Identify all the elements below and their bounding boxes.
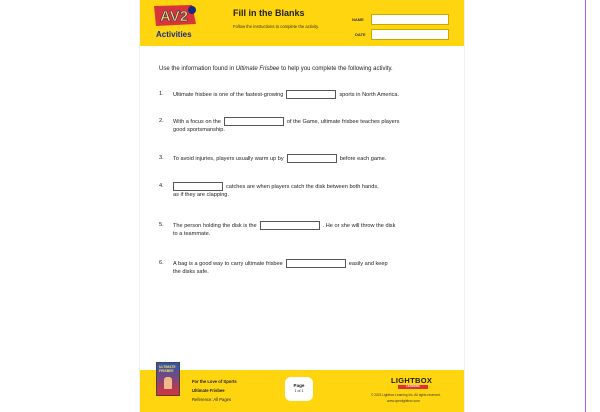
- book-name: Ultimate Frisbee: [192, 388, 225, 393]
- question-text-after: of the Game, ultimate frisbee teaches players: [286, 118, 400, 125]
- question-text-before: With a focus on the: [173, 118, 221, 125]
- page-edge-line: [585, 0, 586, 412]
- worksheet-page: [140, 0, 464, 412]
- question-text-before: A bag is a good way to carry ultimate frisbee: [173, 260, 283, 267]
- series-name: For the Love of Sports: [192, 379, 237, 384]
- question-number: 5.: [159, 222, 164, 228]
- question-text-line2: good sportsmanship.: [173, 127, 225, 134]
- book-cover-title: ULTIMATE FRISBEE: [159, 365, 176, 373]
- question-text-before: Ultimate frisbee is one of the fastest-growing: [173, 91, 284, 98]
- intro-suffix: to help you complete the following activity.: [279, 66, 393, 72]
- av2-logo: [152, 4, 198, 28]
- question-number: 4.: [159, 183, 164, 189]
- name-field[interactable]: [371, 14, 449, 25]
- question-number: 2.: [159, 118, 164, 124]
- question-text-after: easily and keep: [348, 260, 388, 267]
- instructions: [159, 66, 459, 72]
- question-text-before: To avoid injuries, players usually warm up by: [173, 155, 284, 162]
- reference-note: Reference: All Pages: [192, 397, 232, 402]
- answer-blank-6[interactable]: [286, 259, 346, 268]
- worksheet-footer: [140, 365, 464, 412]
- publisher-logo: LIGHTBOX: [391, 376, 433, 385]
- answer-blank-1[interactable]: [286, 90, 336, 99]
- copyright-text: © 2023 Lightbox Learning Inc. All rights reserved.: [371, 393, 441, 397]
- question-number: 3.: [159, 155, 164, 161]
- question-text-after: before each game.: [339, 155, 387, 162]
- question-number: 1.: [159, 91, 164, 97]
- brand-label: Activities: [156, 30, 192, 39]
- intro-book-title: Ultimate Frisbee: [235, 66, 280, 72]
- question-text-after: sports in North America.: [339, 91, 400, 98]
- page-indicator: [285, 377, 313, 401]
- answer-blank-5[interactable]: [260, 221, 320, 230]
- date-field[interactable]: [371, 29, 449, 40]
- book-cover-thumbnail: [156, 362, 180, 396]
- question-text-line2: as if they are clapping.: [173, 192, 229, 199]
- page-label: Page: [293, 383, 305, 388]
- question-text-line2: to a teammate.: [173, 231, 211, 238]
- question-text-after: catches are when players catch the disk between both hands,: [226, 183, 379, 190]
- answer-blank-3[interactable]: [287, 154, 337, 163]
- website-text: www.openlightbox.com: [387, 399, 420, 403]
- name-label: NAME: [352, 17, 364, 22]
- page-number: 1 of 1: [294, 389, 304, 393]
- page-title: Fill in the Blanks: [233, 8, 305, 18]
- logo-text: AV2: [160, 8, 189, 25]
- publisher-logo-sub: LEARNING: [398, 385, 428, 389]
- question-text-before: The person holding the disk is the: [173, 222, 257, 229]
- date-label: DATE: [355, 32, 366, 37]
- question-text-line2: the disks safe.: [173, 269, 209, 276]
- worksheet-header: [140, 0, 464, 46]
- answer-blank-2[interactable]: [224, 117, 284, 126]
- intro-prefix: Use the information found in: [159, 66, 236, 72]
- answer-blank-4[interactable]: [173, 182, 223, 191]
- question-number: 6.: [159, 260, 164, 266]
- page-subtitle: Follow the instructions to complete the activity.: [233, 24, 320, 29]
- book-cover-figure: [164, 377, 172, 389]
- question-text-after: . He or she will throw the disk: [322, 222, 396, 229]
